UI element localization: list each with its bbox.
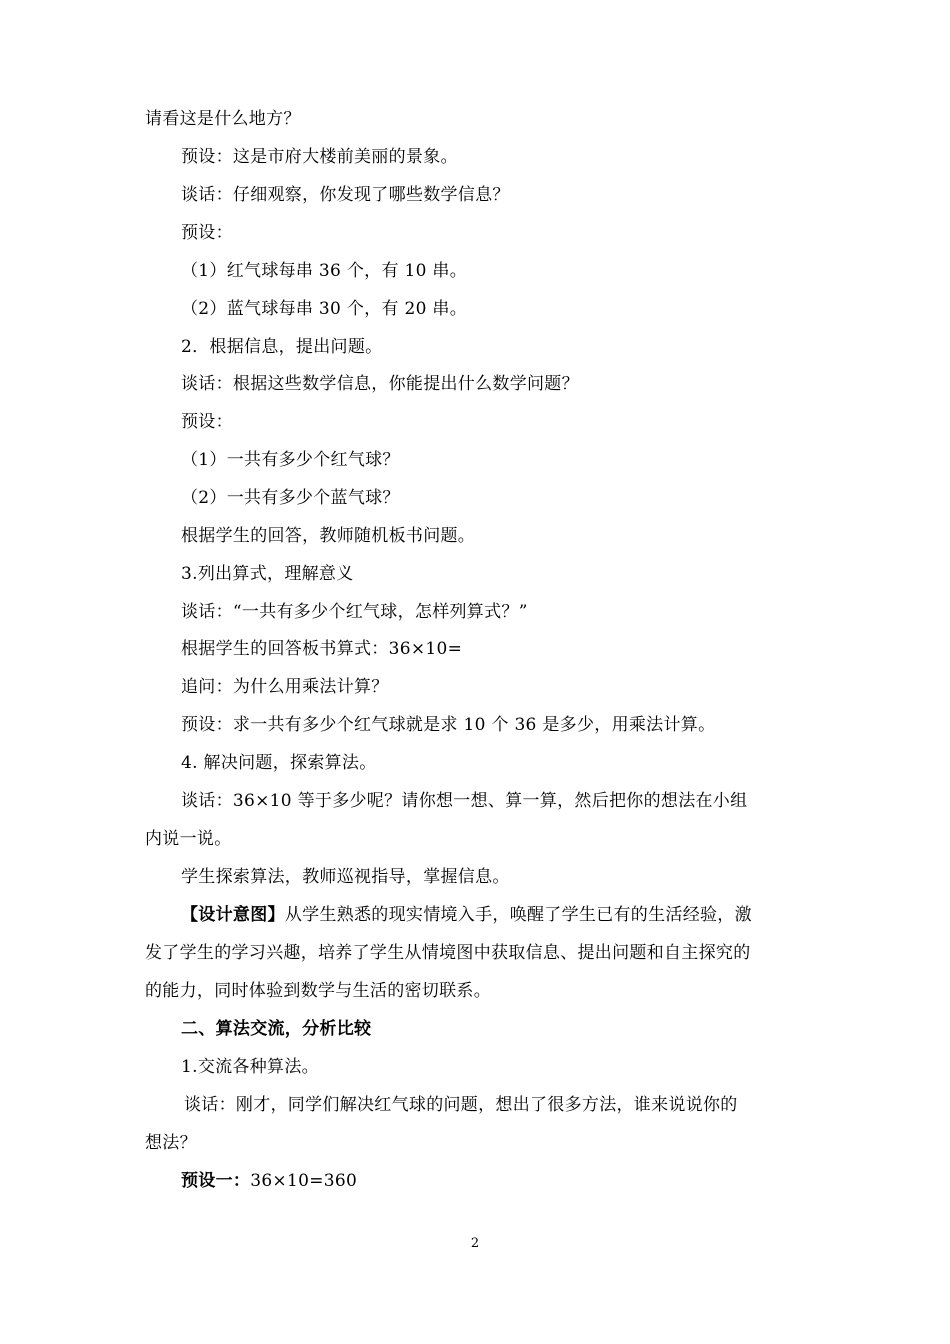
text-line: 谈话：仔细观察，你发现了哪些数学信息？ (181, 185, 510, 205)
text-line: 根据学生的回答，教师随机板书问题。 (181, 526, 476, 546)
design-intent-label: 【设计意图】 (181, 905, 285, 925)
design-intent-line: 发了学生的学习兴趣，培养了学生从情境图中获取信息、提出问题和自主探究的 (145, 943, 751, 963)
preset-one-label: 预设一： (181, 1171, 251, 1191)
design-intent-text: 从学生熟悉的现实情境入手，唤醒了学生已有的生活经验，激 (284, 905, 752, 925)
text-line: 谈话：36×10 等于多少呢？请你想一想、算一算，然后把你的想法在小组 (181, 791, 748, 811)
text-line: 想法？ (145, 1133, 197, 1153)
text-line: （1）一共有多少个红气球？ (181, 450, 400, 470)
design-intent-line: 的能力，同时体验到数学与生活的密切联系。 (145, 981, 491, 1001)
text-line: 预设：这是市府大楼前美丽的景象。 (181, 147, 458, 167)
text-line: 谈话：“一共有多少个红气球，怎样列算式？” (181, 602, 528, 622)
text-line: 预设： (181, 223, 233, 243)
text-line: 谈话：根据这些数学信息，你能提出什么数学问题？ (181, 374, 579, 394)
text-line: 内说一说。 (145, 829, 232, 849)
text-line: 预设： (181, 412, 233, 432)
text-line: 1.交流各种算法。 (181, 1057, 319, 1077)
text-line: （2）蓝气球每串 30 个，有 20 串。 (181, 299, 467, 319)
text-line: 追问：为什么用乘法计算？ (181, 677, 389, 697)
text-line: 预设：求一共有多少个红气球就是求 10 个 36 是多少，用乘法计算。 (181, 715, 716, 735)
preset-one-value: 36×10=360 (250, 1171, 358, 1191)
preset-one-line (181, 1169, 357, 1193)
text-line: 3.列出算式，理解意义 (181, 564, 354, 584)
text-line: 谈话：刚才，同学们解决红气球的问题，想出了很多方法，谁来说说你的 (184, 1095, 738, 1115)
text-line: 4. 解决问题，探索算法。 (181, 753, 377, 773)
text-line: （2）一共有多少个蓝气球？ (181, 488, 400, 508)
text-line: 请看这是什么地方？ (145, 109, 301, 129)
text-line: 学生探索算法，教师巡视指导，掌握信息。 (181, 867, 510, 887)
design-intent-line (181, 903, 752, 927)
text-line: （1）红气球每串 36 个，有 10 串。 (181, 261, 467, 281)
text-line: 2．根据信息，提出问题。 (181, 337, 383, 357)
page-number: 2 (470, 1236, 480, 1251)
text-line: 根据学生的回答板书算式：36×10= (181, 639, 463, 659)
section-heading: 二、算法交流，分析比较 (181, 1019, 372, 1039)
